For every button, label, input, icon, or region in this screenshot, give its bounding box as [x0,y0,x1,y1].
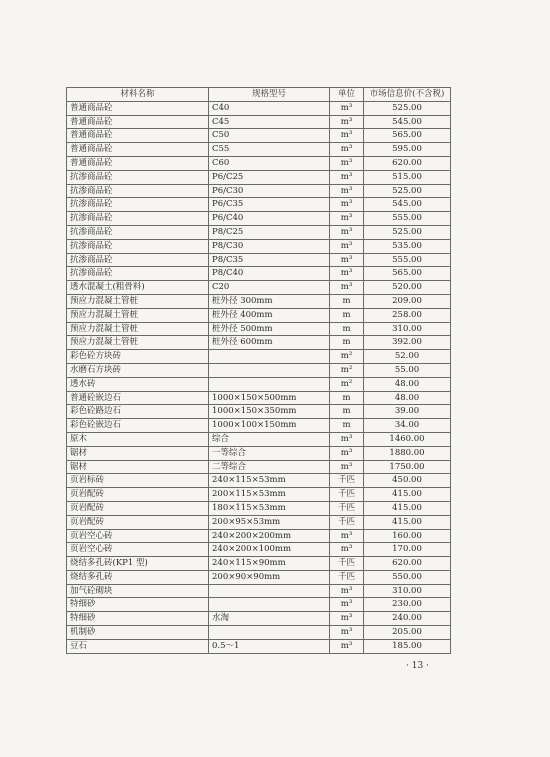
header-spec: 规格型号 [209,88,330,102]
table-row [67,543,451,557]
spec-cell: 1000×100×150mm [209,419,330,433]
material-name-cell: 锯材 [67,460,209,474]
price-cell: 450.00 [364,474,451,488]
material-name-cell: 豆石 [67,639,209,653]
price-cell: 1880.00 [364,446,451,460]
spec-cell: 240×115×90mm [209,557,330,571]
price-cell: 545.00 [364,115,451,129]
table-row [67,612,451,626]
table-row [67,363,451,377]
spec-cell: 水淘 [209,612,330,626]
price-cell: 209.00 [364,294,451,308]
unit-cell: m³ [330,212,364,226]
price-cell: 550.00 [364,570,451,584]
material-name-cell: 抗渗商品砼 [67,170,209,184]
price-cell: 310.00 [364,322,451,336]
material-name-cell: 页岩标砖 [67,474,209,488]
table-row [67,570,451,584]
table-row [67,294,451,308]
material-name-cell: 加气砼砌块 [67,584,209,598]
spec-cell: 0.5～1 [209,639,330,653]
table-row [67,488,451,502]
material-name-cell: 预应力混凝土管桩 [67,308,209,322]
material-name-cell: 普通商品砼 [67,115,209,129]
spec-cell: 二等综合 [209,460,330,474]
material-name-cell: 原木 [67,432,209,446]
table-row [67,322,451,336]
material-name-cell: 页岩配砖 [67,488,209,502]
unit-cell: 千匹 [330,570,364,584]
spec-cell: C50 [209,129,330,143]
price-cell: 39.00 [364,405,451,419]
unit-cell: m³ [330,129,364,143]
price-cell: 545.00 [364,198,451,212]
table-row [67,446,451,460]
unit-cell: m³ [330,584,364,598]
header-unit: 单位 [330,88,364,102]
spec-cell: P8/C35 [209,253,330,267]
material-name-cell: 特细砂 [67,598,209,612]
price-cell: 565.00 [364,129,451,143]
unit-cell: m³ [330,612,364,626]
price-cell: 595.00 [364,143,451,157]
spec-cell: P8/C40 [209,267,330,281]
unit-cell: m³ [330,446,364,460]
material-name-cell: 锯材 [67,446,209,460]
price-cell: 205.00 [364,626,451,640]
unit-cell: m³ [330,460,364,474]
table-row [67,308,451,322]
table-body [67,101,451,653]
price-cell: 185.00 [364,639,451,653]
spec-cell: C55 [209,143,330,157]
price-cell: 525.00 [364,101,451,115]
page-number: · 13 · [406,661,429,671]
spec-cell [209,584,330,598]
material-name-cell: 预应力混凝土管桩 [67,294,209,308]
unit-cell: m [330,308,364,322]
unit-cell: m³ [330,115,364,129]
material-name-cell: 预应力混凝土管桩 [67,336,209,350]
spec-cell: P8/C30 [209,239,330,253]
unit-cell: m³ [330,184,364,198]
unit-cell: m³ [330,281,364,295]
spec-cell: P6/C35 [209,198,330,212]
unit-cell: m³ [330,143,364,157]
spec-cell: P8/C25 [209,225,330,239]
unit-cell: m² [330,350,364,364]
material-name-cell: 普通商品砼 [67,129,209,143]
unit-cell: m³ [330,225,364,239]
material-name-cell: 机制砂 [67,626,209,640]
price-cell: 555.00 [364,212,451,226]
unit-cell: m [330,405,364,419]
price-cell: 620.00 [364,557,451,571]
unit-cell: m [330,391,364,405]
table-row [67,419,451,433]
spec-cell: P6/C40 [209,212,330,226]
unit-cell: m³ [330,432,364,446]
material-name-cell: 页岩配砖 [67,501,209,515]
table-row [67,432,451,446]
material-name-cell: 页岩空心砖 [67,543,209,557]
price-cell: 48.00 [364,391,451,405]
table-row [67,639,451,653]
table-row [67,184,451,198]
header-price: 市场信息价(不含税) [364,88,451,102]
spec-cell: 200×115×53mm [209,488,330,502]
spec-cell: 桩外径 600mm [209,336,330,350]
price-cell: 415.00 [364,501,451,515]
price-cell: 565.00 [364,267,451,281]
price-cell: 415.00 [364,488,451,502]
price-cell: 1460.00 [364,432,451,446]
table-row [67,253,451,267]
material-name-cell: 抗渗商品砼 [67,184,209,198]
unit-cell: m³ [330,253,364,267]
unit-cell: m³ [330,529,364,543]
table-row [67,391,451,405]
price-cell: 34.00 [364,419,451,433]
material-name-cell: 页岩空心砖 [67,529,209,543]
unit-cell: m³ [330,267,364,281]
table-row [67,598,451,612]
material-name-cell: 透水混凝土(粗骨料) [67,281,209,295]
price-cell: 240.00 [364,612,451,626]
spec-cell: 1000×150×350mm [209,405,330,419]
unit-cell: m³ [330,598,364,612]
table-row [67,129,451,143]
unit-cell: m³ [330,170,364,184]
spec-cell: 桩外径 400mm [209,308,330,322]
material-name-cell: 抗渗商品砼 [67,212,209,226]
material-name-cell: 抗渗商品砼 [67,198,209,212]
spec-cell: 200×90×90mm [209,570,330,584]
spec-cell: 综合 [209,432,330,446]
spec-cell: P6/C25 [209,170,330,184]
price-cell: 555.00 [364,253,451,267]
table-row [67,198,451,212]
spec-cell: 200×95×53mm [209,515,330,529]
price-cell: 230.00 [364,598,451,612]
unit-cell: m² [330,377,364,391]
spec-cell: 1000×150×500mm [209,391,330,405]
unit-cell: m³ [330,198,364,212]
table-row [67,377,451,391]
price-cell: 160.00 [364,529,451,543]
price-cell: 310.00 [364,584,451,598]
unit-cell: m [330,419,364,433]
price-cell: 535.00 [364,239,451,253]
unit-cell: 千匹 [330,488,364,502]
spec-cell [209,377,330,391]
unit-cell: m [330,336,364,350]
header-material-name: 材料名称 [67,88,209,102]
material-name-cell: 烧结多孔砖 [67,570,209,584]
spec-cell: 桩外径 500mm [209,322,330,336]
material-name-cell: 普通商品砼 [67,143,209,157]
table-row [67,529,451,543]
spec-cell: C20 [209,281,330,295]
unit-cell: 千匹 [330,501,364,515]
material-name-cell: 抗渗商品砼 [67,253,209,267]
material-name-cell: 彩色砼路边石 [67,405,209,419]
table-row [67,350,451,364]
price-cell: 525.00 [364,184,451,198]
unit-cell: m [330,322,364,336]
spec-cell: 180×115×53mm [209,501,330,515]
unit-cell: 千匹 [330,557,364,571]
spec-cell: C45 [209,115,330,129]
table-row [67,557,451,571]
price-cell: 170.00 [364,543,451,557]
material-name-cell: 抗渗商品砼 [67,267,209,281]
spec-cell: C60 [209,156,330,170]
table-row [67,626,451,640]
material-name-cell: 页岩配砖 [67,515,209,529]
table-row [67,212,451,226]
price-cell: 55.00 [364,363,451,377]
table-row [67,101,451,115]
spec-cell: 240×115×53mm [209,474,330,488]
table-row [67,501,451,515]
table-row [67,170,451,184]
material-name-cell: 烧结多孔砖(KP1 型) [67,557,209,571]
spec-cell [209,350,330,364]
unit-cell: 千匹 [330,515,364,529]
table-row [67,281,451,295]
material-name-cell: 抗渗商品砼 [67,239,209,253]
unit-cell: m³ [330,101,364,115]
table-row [67,143,451,157]
material-name-cell: 普通商品砼 [67,101,209,115]
table-header-row [67,88,451,102]
table-row [67,225,451,239]
price-table [66,87,451,654]
table-row [67,405,451,419]
material-name-cell: 特细砂 [67,612,209,626]
table-row [67,474,451,488]
table-row [67,584,451,598]
price-cell: 520.00 [364,281,451,295]
price-cell: 52.00 [364,350,451,364]
table-row [67,336,451,350]
spec-cell [209,363,330,377]
unit-cell: m³ [330,156,364,170]
table-row [67,460,451,474]
unit-cell: 千匹 [330,474,364,488]
table-row [67,115,451,129]
table-row [67,515,451,529]
spec-cell [209,598,330,612]
material-name-cell: 彩色砼嵌边石 [67,419,209,433]
table-row [67,239,451,253]
material-name-cell: 抗渗商品砼 [67,225,209,239]
spec-cell: 240×200×100mm [209,543,330,557]
material-name-cell: 水磨石方块砖 [67,363,209,377]
material-name-cell: 透水砖 [67,377,209,391]
spec-cell: P6/C30 [209,184,330,198]
price-cell: 1750.00 [364,460,451,474]
spec-cell: 桩外径 300mm [209,294,330,308]
price-cell: 525.00 [364,225,451,239]
table-row [67,156,451,170]
spec-cell: 240×200×200mm [209,529,330,543]
unit-cell: m³ [330,626,364,640]
price-cell: 48.00 [364,377,451,391]
unit-cell: m³ [330,239,364,253]
price-cell: 515.00 [364,170,451,184]
price-cell: 392.00 [364,336,451,350]
unit-cell: m [330,294,364,308]
material-name-cell: 预应力混凝土管桩 [67,322,209,336]
unit-cell: m³ [330,543,364,557]
material-name-cell: 普通商品砼 [67,156,209,170]
spec-cell [209,626,330,640]
unit-cell: m³ [330,639,364,653]
price-cell: 415.00 [364,515,451,529]
price-cell: 258.00 [364,308,451,322]
unit-cell: m² [330,363,364,377]
material-name-cell: 彩色砼方块砖 [67,350,209,364]
spec-cell: C40 [209,101,330,115]
material-name-cell: 普通砼嵌边石 [67,391,209,405]
spec-cell: 一等综合 [209,446,330,460]
table-row [67,267,451,281]
price-cell: 620.00 [364,156,451,170]
